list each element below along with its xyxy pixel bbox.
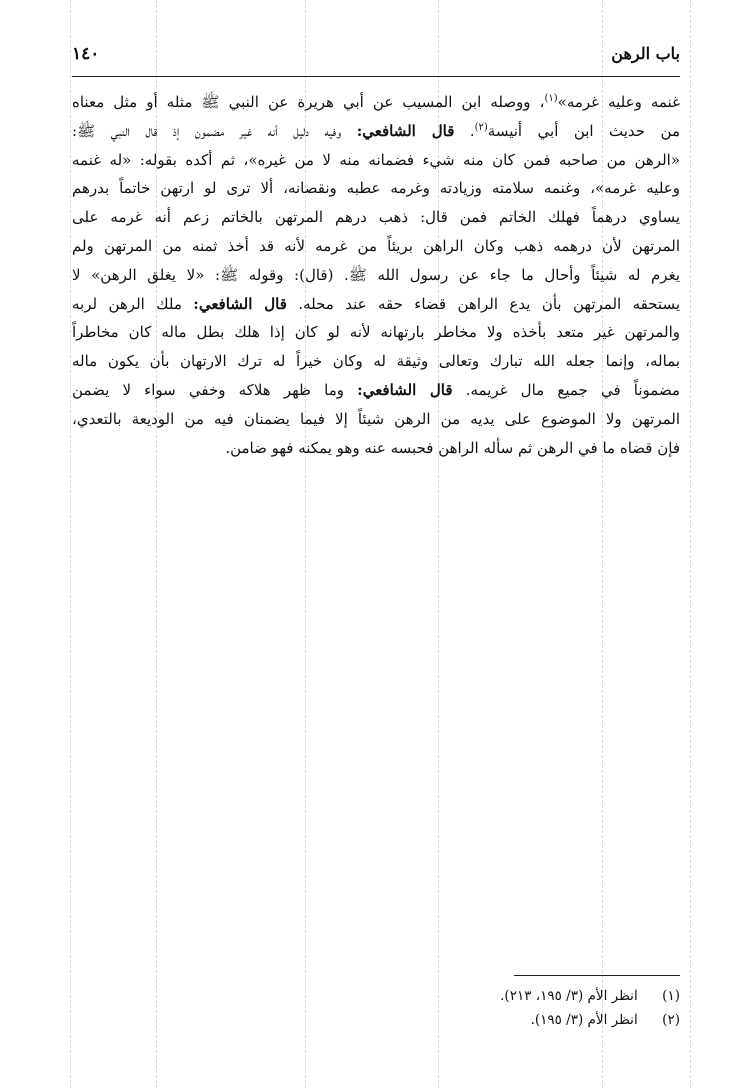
footnote-item: [72, 984, 680, 1008]
footnote-ref[interactable]: (٢): [474, 121, 488, 133]
scan-artifact-line: [70, 0, 71, 1088]
text-line: يستحقه المرتهن بأن يدع الراهن قضاء حقه عند محله. قال الشافعي: ملك الرهن لربه: [72, 294, 680, 313]
text-line: يغرم له شيئاً وأحال ما جاء عن رسول الله ﷺ. (قال): وقوله ﷺ: «لا يغلق الرهن» لا: [72, 265, 680, 284]
header-divider: [72, 76, 680, 77]
text-line: مضموناً في جميع مال غريمه. قال الشافعي: وما ظهر هلاكه وخفي سواء لا يضمن: [72, 380, 680, 399]
footnotes: [72, 984, 680, 1032]
text-line: المرتهن لأن درهمه ذهب وكان الراهن بريئاً من غرمه لأنه قد أخذ ثمنه من المرتهن ولم: [72, 236, 680, 255]
page-number: ١٤٠: [72, 44, 100, 64]
footnote-text: انظر الأم (٣/ ١٩٥).: [530, 1012, 638, 1028]
main-text: [72, 88, 680, 462]
text-line: يساوي درهماً فهلك الخاتم فمن قال: ذهب درهم المرتهن بالخاتم زعم أنه غرمه على: [72, 208, 680, 227]
scan-artifact-line: [690, 0, 691, 1088]
text-line: «الرهن من صاحبه فمن كان منه شيء فضمانه منه لا من غيره»، ثم أكده بقوله: «له غنمه: [72, 150, 680, 169]
text-line: غنمه وعليه غرمه»$^{(١)}$، ووصله ابن المسيب عن أبي هريرة عن النبي ﷺ مثله أو مثل معناه: [72, 93, 680, 111]
footnote-number: (٢): [662, 1012, 680, 1028]
speaker-label: قال الشافعي:: [357, 380, 453, 399]
speaker-label: قال الشافعي:: [356, 121, 455, 140]
text-line: فإن قضاه ما في الرهن ثم سأله الراهن فحبسه عنه وهو يمكنه فهو ضامن.: [225, 438, 680, 457]
footnote-text: انظر الأم (٣/ ١٩٥، ٢١٣).: [500, 988, 638, 1004]
chapter-title: باب الرهن: [611, 44, 680, 63]
text-line: من حديث ابن أبي أنيسة$^{(٢)}$. قال الشافعي: وفيه دليل أنه غير مضمون إذ قال النبي ﷺ:: [72, 121, 680, 140]
footnote-ref[interactable]: (١): [544, 93, 558, 104]
speaker-label: قال الشافعي:: [193, 294, 287, 313]
running-header: [72, 40, 680, 76]
footnote-item: [72, 1008, 680, 1032]
footnote-number: (١): [662, 988, 680, 1004]
text-line: المرتهن ولا الموضوع على يديه من الرهن شيئاً إلا فيما يضمنان فيه من الوديعة بالتعدي،: [72, 409, 680, 428]
footnote-divider: [514, 975, 680, 976]
text-line: بماله، وإنما جعله الله تبارك وتعالى وثيقة له وكان خيراً له ترك الارتهان بأن يكون ماله: [72, 352, 680, 371]
text-line: وعليه غرمه»، وغنمه سلامته وزيادته وغرمه عطبه ونقصانه، ألا ترى لو ارتهن خاتماً بدرهم: [72, 179, 680, 198]
text-line: والمرتهن غير متعد بأخذه ولا مخاطر بارتهانه لأنه لو كان إذا هلك بطل ماله كان مخاطراً: [72, 323, 680, 342]
